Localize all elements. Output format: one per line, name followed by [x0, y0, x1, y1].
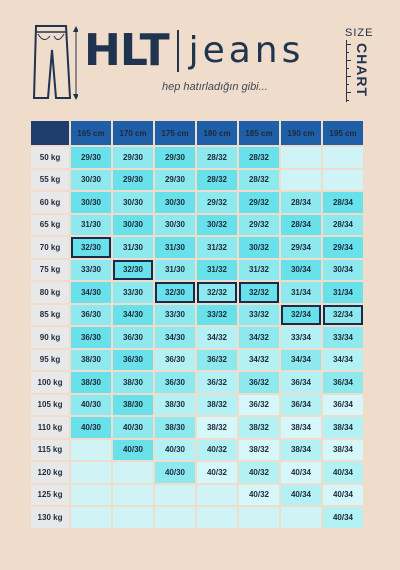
- size-cell: 33/30: [113, 282, 153, 303]
- row-header: 60 kg: [31, 192, 69, 213]
- table-row: [31, 305, 363, 326]
- size-cell: 38/30: [113, 395, 153, 416]
- size-cell: [323, 147, 363, 168]
- column-header: 195 cm: [323, 121, 363, 145]
- table-row: [31, 327, 363, 348]
- size-cell: 40/34: [323, 507, 363, 528]
- size-cell: [155, 507, 195, 528]
- table-corner: [31, 121, 69, 145]
- size-cell: 36/34: [281, 395, 321, 416]
- size-cell: [113, 462, 153, 483]
- size-cell: 30/30: [71, 192, 111, 213]
- row-header: 105 kg: [31, 395, 69, 416]
- size-cell: 40/30: [71, 417, 111, 438]
- size-cell: 36/32: [197, 372, 237, 393]
- size-cell: 34/32: [197, 327, 237, 348]
- size-cell: 29/30: [113, 170, 153, 191]
- header: [0, 0, 400, 115]
- size-cell: 30/34: [281, 260, 321, 281]
- brand-product: jeans: [188, 30, 305, 71]
- size-cell: 36/30: [113, 350, 153, 371]
- size-cell: 38/32: [239, 440, 279, 461]
- brand-divider: [177, 30, 179, 72]
- size-cell: 34/32: [239, 327, 279, 348]
- size-cell: 31/30: [155, 260, 195, 281]
- table-row: [31, 237, 363, 258]
- size-cell: 33/34: [323, 327, 363, 348]
- size-cell: 38/34: [281, 417, 321, 438]
- size-cell: [239, 507, 279, 528]
- size-cell: 36/30: [71, 327, 111, 348]
- size-cell: 33/30: [155, 305, 195, 326]
- column-header: 175 cm: [155, 121, 195, 145]
- table-row: [31, 462, 363, 483]
- size-cell-highlighted: 32/32: [239, 282, 279, 303]
- tagline: hep hatırladığın gibi...: [162, 81, 268, 93]
- table-row: [31, 417, 363, 438]
- table-row: [31, 147, 363, 168]
- size-cell: [71, 507, 111, 528]
- size-cell: 30/32: [197, 215, 237, 236]
- size-cell: 29/30: [155, 147, 195, 168]
- size-cell: 36/34: [281, 372, 321, 393]
- table-row: [31, 215, 363, 236]
- size-cell: 29/30: [113, 147, 153, 168]
- row-header: 55 kg: [31, 170, 69, 191]
- size-cell: 28/34: [281, 192, 321, 213]
- size-cell: 28/34: [281, 215, 321, 236]
- size-cell: 29/30: [155, 170, 195, 191]
- column-header: 190 cm: [281, 121, 321, 145]
- size-cell: [71, 440, 111, 461]
- size-cell: [281, 147, 321, 168]
- row-header: 95 kg: [31, 350, 69, 371]
- brand-name: HLT: [84, 25, 169, 76]
- size-cell: 38/34: [323, 440, 363, 461]
- size-cell: [197, 485, 237, 506]
- size-cell: 28/32: [239, 147, 279, 168]
- header-row: [31, 121, 363, 145]
- size-cell: 38/34: [281, 440, 321, 461]
- size-cell: 40/32: [239, 485, 279, 506]
- size-cell: 33/32: [239, 305, 279, 326]
- column-header: 165 cm: [71, 121, 111, 145]
- size-cell: [197, 507, 237, 528]
- table-row: [31, 440, 363, 461]
- size-cell-highlighted: 32/30: [113, 260, 153, 281]
- size-cell: 31/34: [281, 282, 321, 303]
- row-header: 130 kg: [31, 507, 69, 528]
- size-cell: 40/32: [197, 462, 237, 483]
- table-row: [31, 350, 363, 371]
- size-cell: [323, 170, 363, 191]
- size-cell: 30/30: [113, 215, 153, 236]
- size-cell: 36/34: [323, 372, 363, 393]
- column-header: 170 cm: [113, 121, 153, 145]
- size-cell: 31/32: [197, 237, 237, 258]
- size-cell: 31/32: [239, 260, 279, 281]
- jeans-icon: [26, 22, 78, 102]
- size-cell: 30/30: [71, 170, 111, 191]
- size-cell: 40/30: [113, 417, 153, 438]
- table-row: [31, 395, 363, 416]
- size-cell: 40/32: [239, 462, 279, 483]
- table-row: [31, 372, 363, 393]
- row-header: 110 kg: [31, 417, 69, 438]
- size-cell: [113, 485, 153, 506]
- table-row: [31, 282, 363, 303]
- size-cell-highlighted: 32/34: [323, 305, 363, 326]
- row-header: 120 kg: [31, 462, 69, 483]
- size-cell: 36/32: [239, 395, 279, 416]
- size-cell: 36/32: [197, 350, 237, 371]
- size-cell: 40/34: [323, 485, 363, 506]
- size-cell: 34/30: [113, 305, 153, 326]
- size-cell: 31/30: [155, 237, 195, 258]
- size-cell: 40/32: [197, 440, 237, 461]
- size-cell: [281, 170, 321, 191]
- size-cell: 33/34: [281, 327, 321, 348]
- table-body: [31, 147, 363, 528]
- size-cell: 36/30: [71, 305, 111, 326]
- size-cell: 33/32: [197, 305, 237, 326]
- size-cell: 38/30: [155, 417, 195, 438]
- size-cell: 34/30: [71, 282, 111, 303]
- size-cell: 28/32: [197, 170, 237, 191]
- size-cell: 38/30: [113, 372, 153, 393]
- row-header: 65 kg: [31, 215, 69, 236]
- row-header: 115 kg: [31, 440, 69, 461]
- chart-label-wrap: [353, 40, 371, 100]
- size-cell: 29/32: [239, 192, 279, 213]
- row-header: 90 kg: [31, 327, 69, 348]
- size-cell: 38/30: [71, 372, 111, 393]
- size-cell: 38/32: [239, 417, 279, 438]
- size-cell: 40/30: [113, 440, 153, 461]
- size-cell: 29/30: [71, 147, 111, 168]
- size-cell: 36/30: [113, 327, 153, 348]
- row-header: 85 kg: [31, 305, 69, 326]
- table-row: [31, 485, 363, 506]
- size-cell-highlighted: 32/34: [281, 305, 321, 326]
- ruler-icon: [346, 40, 353, 102]
- size-cell: 38/30: [71, 350, 111, 371]
- size-cell-highlighted: 32/30: [71, 237, 111, 258]
- size-cell: 30/30: [155, 192, 195, 213]
- row-header: 75 kg: [31, 260, 69, 281]
- size-cell: [281, 507, 321, 528]
- size-cell: 38/30: [155, 395, 195, 416]
- size-cell: 28/34: [323, 215, 363, 236]
- size-cell: 28/32: [197, 147, 237, 168]
- row-header: 100 kg: [31, 372, 69, 393]
- size-cell: [71, 485, 111, 506]
- size-cell: 36/30: [155, 350, 195, 371]
- column-header: 185 cm: [239, 121, 279, 145]
- size-cell: 30/30: [113, 192, 153, 213]
- table-row: [31, 260, 363, 281]
- column-header: 180 cm: [197, 121, 237, 145]
- size-cell: [71, 462, 111, 483]
- size-cell: 30/34: [323, 260, 363, 281]
- row-header: 70 kg: [31, 237, 69, 258]
- size-cell: 40/34: [281, 462, 321, 483]
- table-row: [31, 507, 363, 528]
- size-cell: [155, 485, 195, 506]
- size-label: SIZE: [345, 27, 374, 39]
- size-cell: 34/30: [155, 327, 195, 348]
- table-row: [31, 170, 363, 191]
- size-cell: 29/32: [197, 192, 237, 213]
- size-cell-highlighted: 32/32: [197, 282, 237, 303]
- chart-label: CHART: [354, 43, 370, 97]
- size-cell: 31/32: [197, 260, 237, 281]
- size-cell: 29/34: [323, 237, 363, 258]
- size-cell: 30/32: [239, 237, 279, 258]
- row-header: 50 kg: [31, 147, 69, 168]
- size-chart-table: [29, 119, 365, 530]
- size-cell: 40/34: [323, 462, 363, 483]
- size-cell: 31/34: [323, 282, 363, 303]
- size-cell: 29/32: [239, 215, 279, 236]
- size-cell: 38/34: [323, 417, 363, 438]
- size-cell: 36/30: [155, 372, 195, 393]
- size-cell: 36/32: [239, 372, 279, 393]
- size-cell: 40/30: [155, 440, 195, 461]
- table-row: [31, 192, 363, 213]
- size-cell: 34/34: [281, 350, 321, 371]
- size-cell: 40/30: [71, 395, 111, 416]
- size-cell: 33/30: [71, 260, 111, 281]
- size-cell: 30/30: [155, 215, 195, 236]
- size-cell: 29/34: [281, 237, 321, 258]
- size-cell: 28/34: [323, 192, 363, 213]
- row-header: 80 kg: [31, 282, 69, 303]
- size-cell: 40/30: [155, 462, 195, 483]
- size-cell: [113, 507, 153, 528]
- size-cell: 36/34: [323, 395, 363, 416]
- size-cell: 31/30: [113, 237, 153, 258]
- size-cell: 28/32: [239, 170, 279, 191]
- size-cell: 38/32: [197, 417, 237, 438]
- size-cell: 38/32: [197, 395, 237, 416]
- size-cell: 31/30: [71, 215, 111, 236]
- size-cell-highlighted: 32/30: [155, 282, 195, 303]
- size-cell: 34/32: [239, 350, 279, 371]
- row-header: 125 kg: [31, 485, 69, 506]
- brand-logo: [84, 25, 305, 76]
- size-cell: 34/34: [323, 350, 363, 371]
- size-cell: 40/34: [281, 485, 321, 506]
